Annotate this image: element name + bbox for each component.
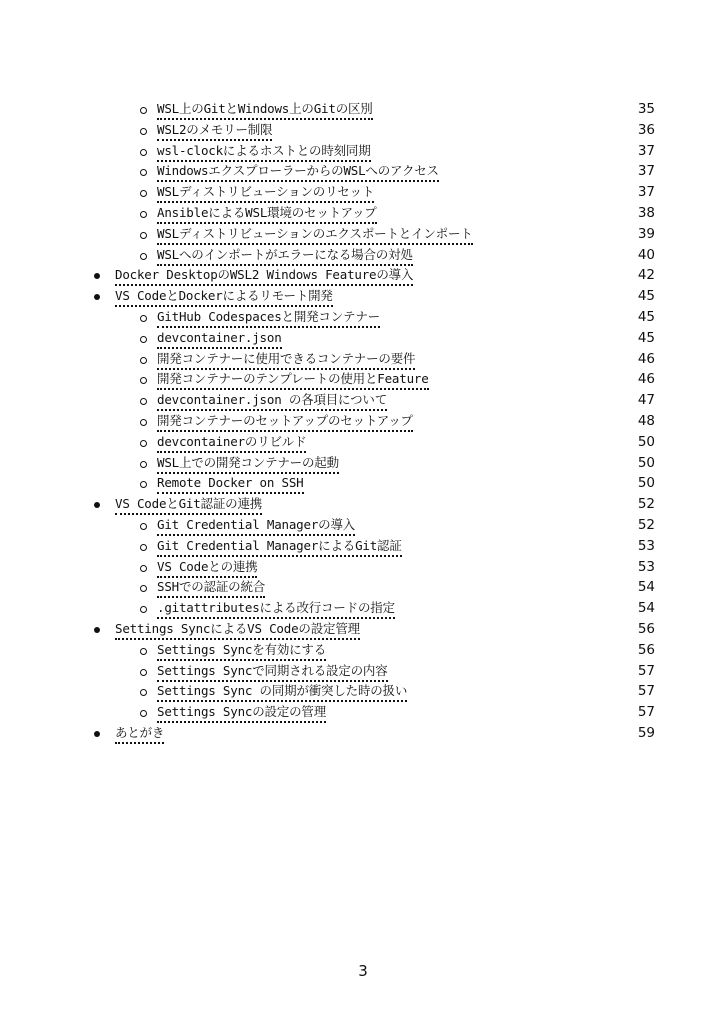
toc-entry-link[interactable]: Git Credential ManagerによるGit認証 [157, 538, 402, 557]
toc-entry-page-number: 54 [637, 579, 655, 596]
hollow-bullet-icon [140, 585, 147, 592]
toc-entry[interactable] [0, 433, 726, 454]
toc-entry-link[interactable]: 開発コンテナーのテンプレートの使用とFeature [157, 371, 429, 390]
toc-entry[interactable] [0, 225, 726, 246]
toc-entry[interactable] [0, 308, 726, 329]
hollow-bullet-icon [140, 606, 147, 613]
toc-entry[interactable] [0, 287, 726, 308]
page-number: 3 [358, 962, 368, 980]
toc-entry-link[interactable]: .gitattributesによる改行コードの指定 [157, 600, 395, 619]
toc-entry-page-number: 53 [637, 558, 655, 575]
toc-entry-page-number: 50 [637, 433, 655, 450]
toc-entry-link[interactable]: あとがき [115, 725, 164, 744]
toc-entry[interactable] [0, 703, 726, 724]
filled-bullet-icon [94, 627, 100, 633]
toc-entry-link[interactable]: GitHub Codespacesと開発コンテナー [157, 309, 380, 328]
toc-entry[interactable] [0, 266, 726, 287]
toc-entry-link[interactable]: devcontainerのリビルド [157, 434, 306, 453]
toc-entry-link[interactable]: devcontainer.json [157, 330, 282, 349]
toc-entry-page-number: 52 [637, 516, 655, 533]
toc-entry-link[interactable]: WSL2のメモリー制限 [157, 122, 272, 141]
hollow-bullet-icon [140, 461, 147, 468]
hollow-bullet-icon [140, 689, 147, 696]
toc-entry-page-number: 40 [637, 246, 655, 263]
hollow-bullet-icon [140, 377, 147, 384]
toc-entry-link[interactable]: Settings Syncで同期される設定の内容 [157, 663, 388, 682]
toc-entry-page-number: 45 [637, 329, 655, 346]
hollow-bullet-icon [140, 211, 147, 218]
toc-entry[interactable] [0, 620, 726, 641]
toc-entry-page-number: 53 [637, 537, 655, 554]
toc-entry-link[interactable]: Settings Syncを有効にする [157, 642, 326, 661]
filled-bullet-icon [94, 502, 100, 508]
toc-entry-link[interactable]: VS CodeとDockerによるリモート開発 [115, 288, 333, 307]
table-of-contents [0, 100, 726, 745]
hollow-bullet-icon [140, 128, 147, 135]
toc-entry-page-number: 47 [637, 392, 655, 409]
hollow-bullet-icon [140, 190, 147, 197]
toc-entry[interactable] [0, 641, 726, 662]
toc-entry[interactable] [0, 474, 726, 495]
toc-entry-link[interactable]: AnsibleによるWSL環境のセットアップ [157, 205, 377, 224]
toc-entry-link[interactable]: 開発コンテナーに使用できるコンテナーの要件 [157, 351, 415, 370]
toc-entry-page-number: 37 [637, 142, 655, 159]
toc-entry[interactable] [0, 724, 726, 745]
toc-entry-link[interactable]: VS CodeとGit認証の連携 [115, 496, 262, 515]
toc-entry[interactable] [0, 370, 726, 391]
hollow-bullet-icon [140, 565, 147, 572]
toc-entry-page-number: 46 [637, 371, 655, 388]
toc-entry-page-number: 57 [637, 704, 655, 721]
hollow-bullet-icon [140, 419, 147, 426]
toc-entry-link[interactable]: 開発コンテナーのセットアップのセットアップ [157, 413, 413, 432]
hollow-bullet-icon [140, 232, 147, 239]
toc-entry-page-number: 42 [637, 267, 655, 284]
hollow-bullet-icon [140, 253, 147, 260]
hollow-bullet-icon [140, 440, 147, 447]
toc-entry[interactable] [0, 329, 726, 350]
toc-entry-page-number: 59 [637, 724, 655, 741]
toc-entry[interactable] [0, 246, 726, 267]
toc-entry[interactable] [0, 183, 726, 204]
toc-entry-link[interactable]: devcontainer.json の各項目について [157, 392, 387, 411]
toc-entry[interactable] [0, 495, 726, 516]
toc-entry-link[interactable]: WindowsエクスプローラーからのWSLへのアクセス [157, 163, 439, 182]
toc-entry-link[interactable]: WSLディストリビューションのリセット [157, 184, 374, 203]
toc-entry[interactable] [0, 391, 726, 412]
hollow-bullet-icon [140, 107, 147, 114]
hollow-bullet-icon [140, 315, 147, 322]
toc-entry-page-number: 57 [637, 662, 655, 679]
toc-entry-link[interactable]: WSLディストリビューションのエクスポートとインポート [157, 226, 473, 245]
toc-entry-link[interactable]: WSLへのインポートがエラーになる場合の対処 [157, 247, 413, 266]
toc-entry-page-number: 38 [637, 204, 655, 221]
toc-entry-page-number: 45 [637, 308, 655, 325]
toc-entry-link[interactable]: Git Credential Managerの導入 [157, 517, 355, 536]
toc-entry-page-number: 45 [637, 288, 655, 305]
toc-entry-page-number: 48 [637, 412, 655, 429]
toc-entry-page-number: 37 [637, 163, 655, 180]
hollow-bullet-icon [140, 710, 147, 717]
hollow-bullet-icon [140, 669, 147, 676]
toc-entry-link[interactable]: wsl-clockによるホストとの時刻同期 [157, 143, 371, 162]
toc-entry[interactable] [0, 558, 726, 579]
toc-entry[interactable] [0, 662, 726, 683]
toc-entry-page-number: 52 [637, 496, 655, 513]
hollow-bullet-icon [140, 648, 147, 655]
toc-entry[interactable] [0, 142, 726, 163]
hollow-bullet-icon [140, 336, 147, 343]
hollow-bullet-icon [140, 523, 147, 530]
toc-entry[interactable] [0, 516, 726, 537]
toc-entry-link[interactable]: WSL上での開発コンテナーの起動 [157, 455, 339, 474]
toc-entry[interactable] [0, 100, 726, 121]
hollow-bullet-icon [140, 481, 147, 488]
toc-entry-page-number: 57 [637, 683, 655, 700]
filled-bullet-icon [94, 731, 100, 737]
toc-entry-link[interactable]: Remote Docker on SSH [157, 475, 304, 494]
toc-entry-link[interactable]: Settings Syncの設定の管理 [157, 704, 326, 723]
toc-entry[interactable] [0, 162, 726, 183]
toc-entry-page-number: 56 [637, 641, 655, 658]
toc-entry-page-number: 35 [637, 101, 655, 117]
toc-entry[interactable] [0, 412, 726, 433]
toc-entry[interactable] [0, 454, 726, 475]
toc-entry-page-number: 37 [637, 184, 655, 201]
hollow-bullet-icon [140, 169, 147, 176]
hollow-bullet-icon [140, 357, 147, 364]
toc-entry-page-number: 36 [637, 121, 655, 138]
toc-entry-page-number: 54 [637, 600, 655, 617]
toc-entry[interactable] [0, 599, 726, 620]
toc-entry-link[interactable]: Docker DesktopのWSL2 Windows Featureの導入 [115, 267, 413, 286]
hollow-bullet-icon [140, 544, 147, 551]
toc-entry-page-number: 46 [637, 350, 655, 367]
filled-bullet-icon [94, 273, 100, 279]
toc-entry[interactable] [0, 682, 726, 703]
toc-entry-link[interactable]: WSL上のGitとWindows上のGitの区別 [157, 101, 373, 120]
filled-bullet-icon [94, 294, 100, 300]
toc-entry-link[interactable]: SSHでの認証の統合 [157, 579, 265, 598]
toc-entry-link[interactable]: Settings Sync の同期が衝突した時の扱い [157, 683, 407, 702]
toc-entry-page-number: 39 [637, 225, 655, 242]
toc-entry[interactable] [0, 121, 726, 142]
hollow-bullet-icon [140, 149, 147, 156]
toc-entry[interactable] [0, 204, 726, 225]
toc-entry[interactable] [0, 578, 726, 599]
toc-entry-page-number: 56 [637, 620, 655, 637]
toc-entry-page-number: 50 [637, 475, 655, 492]
toc-entry[interactable] [0, 350, 726, 371]
toc-entry-link[interactable]: VS Codeとの連携 [157, 559, 257, 578]
hollow-bullet-icon [140, 398, 147, 405]
toc-entry-link[interactable]: Settings SyncによるVS Codeの設定管理 [115, 621, 360, 640]
toc-entry[interactable] [0, 537, 726, 558]
toc-entry-page-number: 50 [637, 454, 655, 471]
